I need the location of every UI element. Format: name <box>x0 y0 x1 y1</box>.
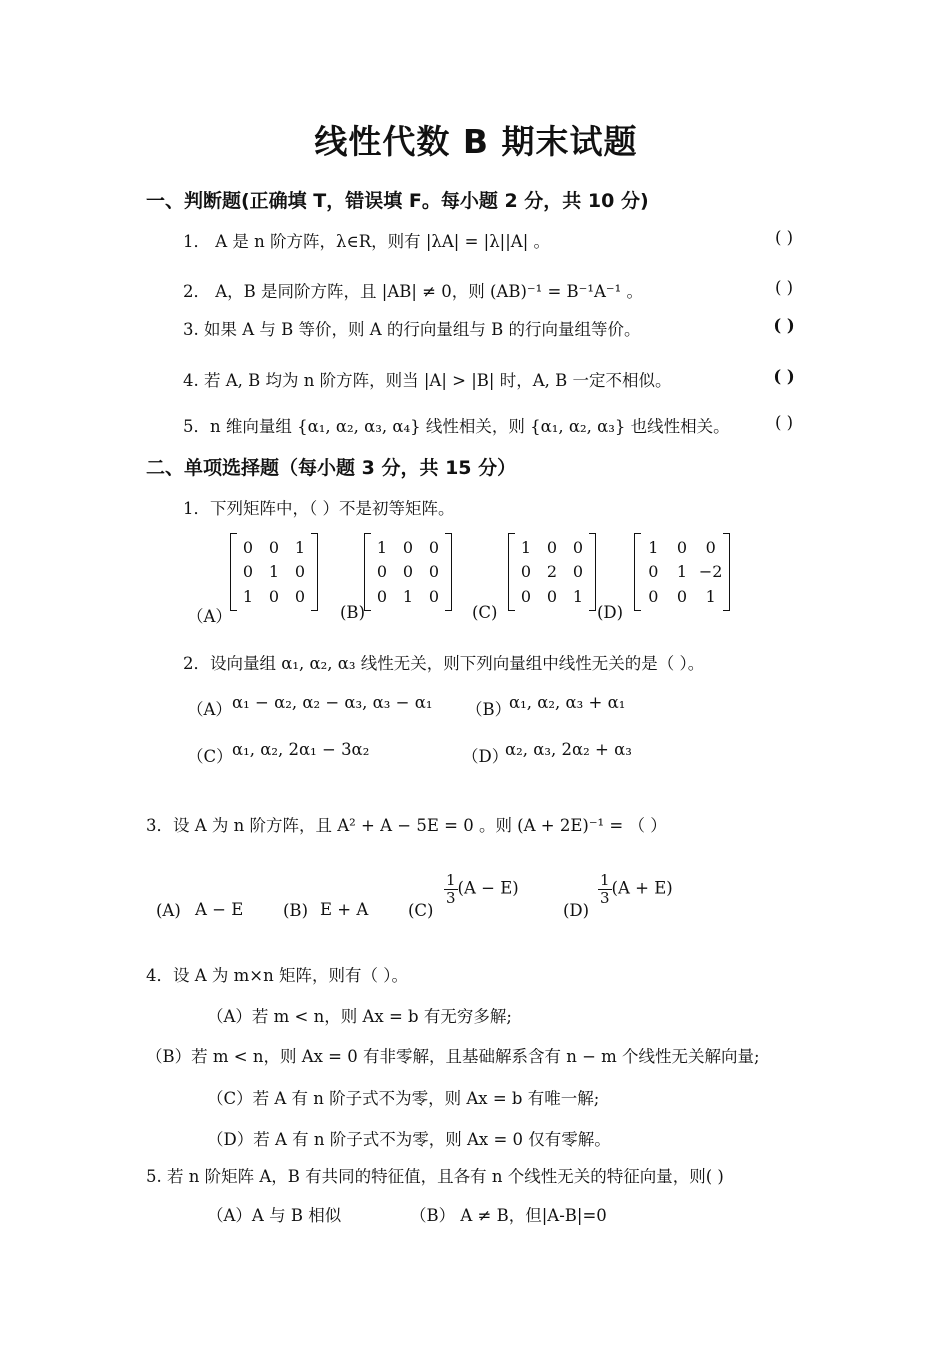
fraction-denominator: 3 <box>600 888 610 907</box>
mc4-option-c: （C）若 A 有 n 阶子式不为零，则 Ax = b 有唯一解; <box>207 1089 600 1108</box>
mc3-option-a: A − E <box>195 900 244 919</box>
matrix-cell: 0 <box>520 562 532 582</box>
tf-question-1: 1． A 是 n 阶方阵，λ∈R，则有 |λA| = |λ||A| 。 <box>183 232 551 251</box>
mc1-option-d-matrix <box>634 533 730 611</box>
tf-question-5: 5．n 维向量组 {α₁, α₂, α₃, α₄} 线性相关，则 {α₁, α₂, α₃} 也线性相关。 <box>183 417 730 436</box>
matrix-cell: 0 <box>376 562 388 582</box>
mc1-option-b-label: (B) <box>340 603 365 622</box>
mc3-option-c <box>444 872 519 906</box>
matrix-cell: 1 <box>294 537 306 557</box>
mc-question-5: 5. 若 n 阶矩阵 A，B 有共同的特征值，且各有 n 个线性无关的特征向量，则( ) <box>146 1167 724 1186</box>
mc1-option-b-matrix <box>364 533 452 611</box>
tf-question-4: 4. 若 A, B 均为 n 阶方阵，则当 |A| > |B| 时，A, B 一定不相似。 <box>183 371 672 390</box>
mc-question-4: 4．设 A 为 m×n 矩阵，则有（ ）。 <box>146 966 408 985</box>
matrix-cell: 0 <box>242 562 254 582</box>
matrix-cell: 0 <box>705 537 716 557</box>
matrix-cell: 0 <box>676 537 688 557</box>
mc1-option-c-label: (C) <box>472 603 498 622</box>
matrix-cell: 1 <box>572 587 584 607</box>
matrix-cell: 0 <box>648 587 659 607</box>
matrix-cell: 2 <box>546 562 558 582</box>
tf-answer-blank-2[interactable]: ( ) <box>774 278 794 297</box>
matrix-cell: 0 <box>268 587 280 607</box>
matrix-cell: 0 <box>294 562 306 582</box>
matrix-cell: 0 <box>402 562 414 582</box>
mc2-option-d: α₂, α₃, 2α₂ + α₃ <box>505 740 632 759</box>
mc2-option-c-label: （C） <box>187 747 233 766</box>
matrix-cell: 1 <box>520 537 532 557</box>
matrix-cell: 0 <box>546 587 558 607</box>
mc3-option-a-label: (A) <box>156 901 181 920</box>
mc5-option-b: （B） A ≠ B，但|A-B|=0 <box>410 1206 607 1225</box>
matrix-cell: 0 <box>676 587 688 607</box>
fraction-denominator: 3 <box>446 888 456 907</box>
tf-answer-blank-4[interactable]: ( ) <box>773 367 795 386</box>
tf-question-2: 2． A，B 是同阶方阵，且 |AB| ≠ 0，则 (AB)⁻¹ = B⁻¹A⁻¹ 。 <box>183 282 643 301</box>
mc4-option-d: （D）若 A 有 n 阶子式不为零，则 Ax = 0 仅有零解。 <box>207 1130 611 1149</box>
mc2-option-a: α₁ − α₂, α₂ − α₃, α₃ − α₁ <box>232 693 433 712</box>
mc2-option-b-label: （B） <box>466 700 512 719</box>
mc1-option-c-matrix <box>508 533 596 611</box>
matrix-cell: 0 <box>572 562 584 582</box>
tf-answer-blank-5[interactable]: ( ) <box>774 413 794 432</box>
mc5-option-a: （A）A 与 B 相似 <box>207 1206 342 1225</box>
mc3-option-b-label: (B) <box>283 901 308 920</box>
matrix-cell: 0 <box>428 562 440 582</box>
tf-answer-blank-1[interactable]: ( ) <box>774 228 794 247</box>
mc2-option-b: α₁, α₂, α₃ + α₁ <box>509 693 626 712</box>
tf-question-3: 3. 如果 A 与 B 等价，则 A 的行向量组与 B 的行向量组等价。 <box>183 320 641 339</box>
mc2-option-a-label: （A） <box>187 700 232 719</box>
matrix-cell: 0 <box>572 537 584 557</box>
mc-question-3: 3．设 A 为 n 阶方阵，且 A² + A − 5E = 0 。则 (A + 2E)⁻¹ = （ ） <box>146 816 667 835</box>
mc3-option-c-expression: (A − E) <box>457 878 519 898</box>
matrix-cell: 1 <box>648 537 659 557</box>
fraction-numerator: 1 <box>600 871 610 889</box>
matrix-cell: 0 <box>376 587 388 607</box>
matrix-cell: 0 <box>268 537 280 557</box>
mc-question-1: 1．下列矩阵中，（ ）不是初等矩阵。 <box>183 499 455 518</box>
mc3-option-c-label: (C) <box>408 901 434 920</box>
fraction <box>598 872 612 906</box>
tf-answer-blank-3[interactable]: ( ) <box>773 316 795 335</box>
matrix-cell: 0 <box>520 587 532 607</box>
matrix-cell: 1 <box>376 537 388 557</box>
mc4-option-b: （B）若 m < n，则 Ax = 0 有非零解，且基础解系含有 n − m 个线性无关解向量; <box>146 1047 760 1066</box>
mc4-option-a: （A）若 m < n，则 Ax = b 有无穷多解; <box>207 1007 512 1026</box>
matrix-cell: 0 <box>242 537 254 557</box>
matrix-cell: −2 <box>698 562 723 582</box>
mc1-option-a-matrix <box>230 533 318 611</box>
mc1-option-d-label: (D) <box>597 603 624 622</box>
matrix-cell: 1 <box>676 562 688 582</box>
page-title: 线性代数 B 期末试题 <box>314 122 638 161</box>
mc2-option-c: α₁, α₂, 2α₁ − 3α₂ <box>232 740 370 759</box>
mc1-option-a-label: （A） <box>187 607 232 626</box>
fraction <box>444 872 458 906</box>
fraction-numerator: 1 <box>446 871 456 889</box>
matrix-cell: 0 <box>294 587 306 607</box>
matrix-cell: 1 <box>242 587 254 607</box>
matrix-cell: 0 <box>648 562 659 582</box>
mc3-option-d <box>598 872 673 906</box>
matrix-cell: 1 <box>402 587 414 607</box>
matrix-cell: 0 <box>546 537 558 557</box>
section-heading-true-false: 一、判断题(正确填 T，错误填 F。每小题 2 分，共 10 分) <box>146 190 649 212</box>
matrix-cell: 0 <box>428 537 440 557</box>
mc3-option-d-expression: (A + E) <box>611 878 673 898</box>
section-heading-multiple-choice: 二、单项选择题（每小题 3 分，共 15 分） <box>146 457 517 479</box>
matrix-cell: 1 <box>268 562 280 582</box>
matrix-cell: 0 <box>402 537 414 557</box>
mc2-option-d-label: （D） <box>462 747 509 766</box>
matrix-cell: 1 <box>705 587 716 607</box>
matrix-cell: 0 <box>428 587 440 607</box>
mc-question-2: 2．设向量组 α₁, α₂, α₃ 线性无关，则下列向量组中线性无关的是（ ）。 <box>183 654 705 673</box>
mc3-option-d-label: (D) <box>563 901 590 920</box>
mc3-option-b: E + A <box>320 900 369 919</box>
